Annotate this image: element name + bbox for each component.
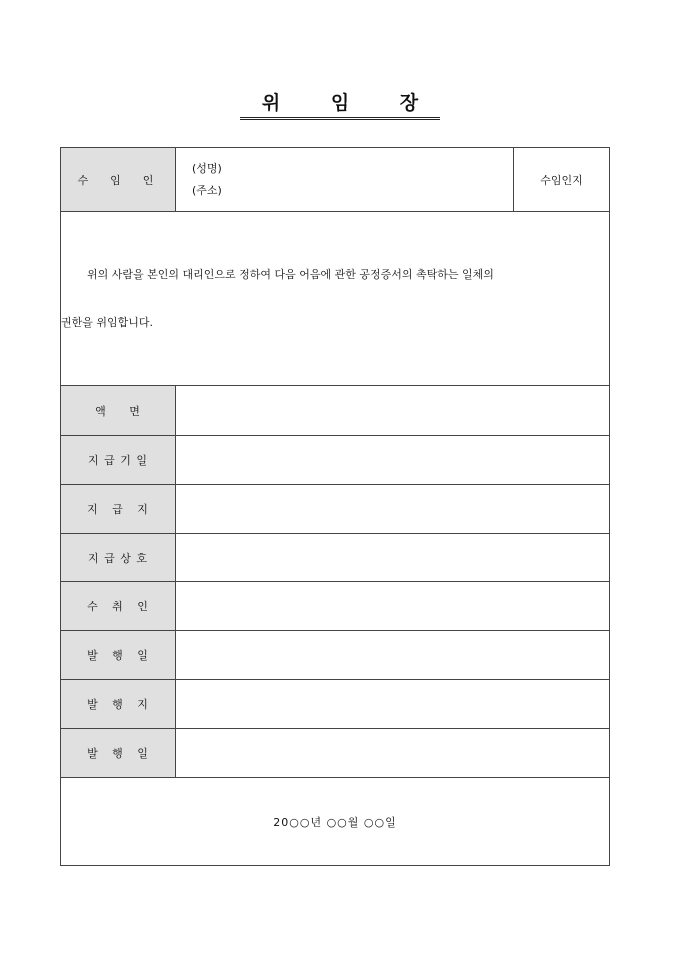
statement-cell (61, 212, 610, 386)
field-label-face-value: 액 면 (61, 386, 176, 436)
field-row-issue-date (61, 631, 610, 680)
statement-line-1: 위의 사람을 본인의 대리인으로 정하여 다음 어음에 관한 공정증서의 촉탁하는 일체의 (87, 268, 494, 281)
field-row-payer-name (61, 534, 610, 582)
delegate-row (61, 148, 610, 212)
field-label-payee: 수 취 인 (61, 582, 176, 631)
field-label-payer-name: 지 급 상 호 (61, 534, 176, 582)
field-row-payee (61, 582, 610, 631)
delegation-form (60, 147, 610, 866)
field-value-face-value[interactable] (176, 386, 610, 436)
document-title-text: 위 임 장 (240, 92, 440, 120)
statement-row (61, 212, 610, 386)
field-row-face-value (61, 386, 610, 436)
name-label: (성명) (192, 161, 222, 175)
address-label: (주소) (192, 183, 222, 197)
field-label-due-date: 지 급 기 일 (61, 436, 176, 485)
delegate-label: 수 임 인 (61, 148, 176, 212)
field-row-issue-date-2 (61, 729, 610, 778)
field-value-payer-name[interactable] (176, 534, 610, 582)
document-title (0, 88, 680, 115)
field-label-place-of-payment: 지 급 지 (61, 485, 176, 534)
field-value-issue-date-2[interactable] (176, 729, 610, 778)
field-label-place-of-issue: 발 행 지 (61, 680, 176, 729)
field-row-due-date (61, 436, 610, 485)
statement-line-2: 권한을 위임합니다. (61, 316, 154, 329)
date-row (61, 778, 610, 866)
field-row-place-of-issue (61, 680, 610, 729)
document-date: 20○○년 ○○월 ○○일 (61, 778, 610, 866)
field-value-issue-date[interactable] (176, 631, 610, 680)
field-label-issue-date: 발 행 일 (61, 631, 176, 680)
field-value-place-of-payment[interactable] (176, 485, 610, 534)
field-value-due-date[interactable] (176, 436, 610, 485)
field-value-payee[interactable] (176, 582, 610, 631)
seal-label: 수임인지 (514, 148, 610, 212)
field-label-issue-date-2: 발 행 일 (61, 729, 176, 778)
delegate-info-cell[interactable] (176, 148, 514, 212)
field-value-place-of-issue[interactable] (176, 680, 610, 729)
field-row-place-of-payment (61, 485, 610, 534)
